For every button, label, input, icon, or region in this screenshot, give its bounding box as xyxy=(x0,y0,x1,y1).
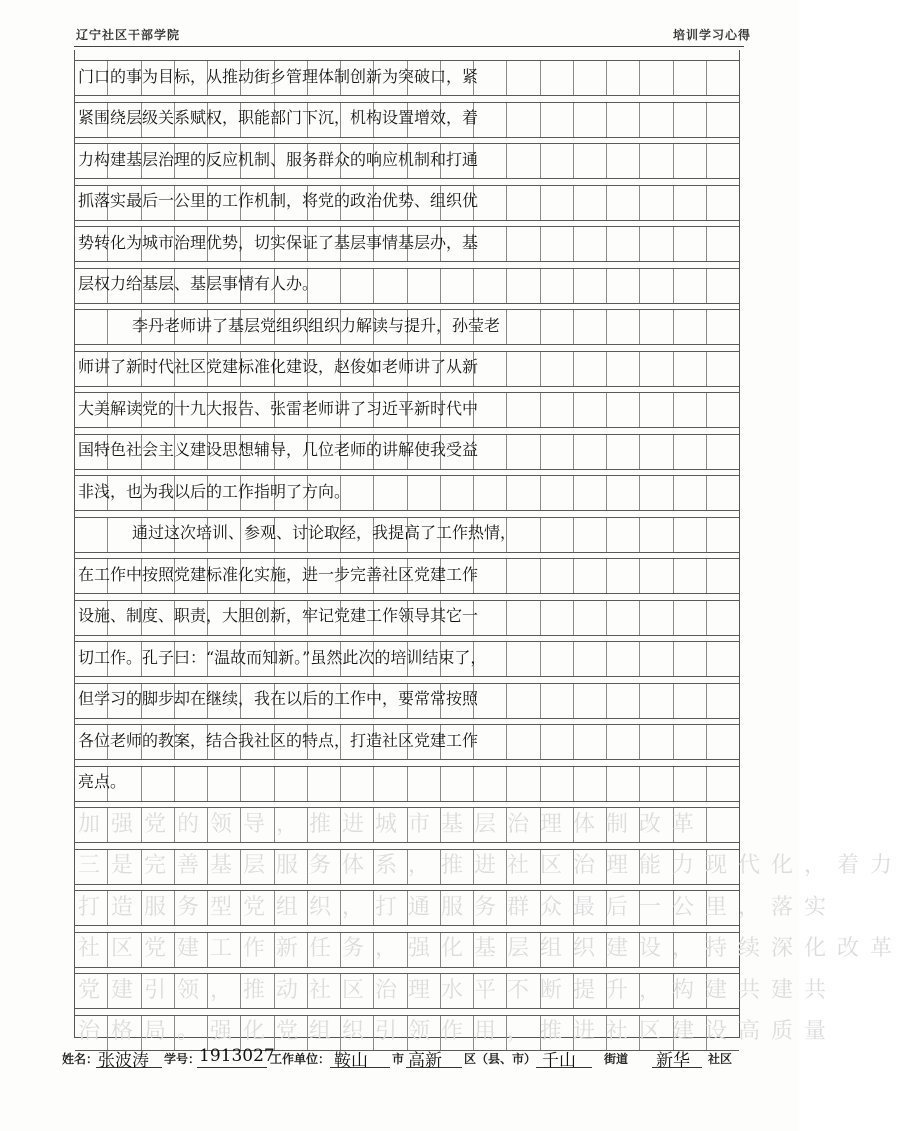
name-value: 张波涛 xyxy=(98,1051,149,1071)
bleed-through-text: 治格局。强化党组织引领作用，推进社区建设高质量 xyxy=(78,1019,838,1044)
footer-info xyxy=(62,1046,762,1072)
district-value: 高新 xyxy=(408,1051,442,1071)
street-underline xyxy=(536,1067,592,1068)
street-value: 千山 xyxy=(542,1051,576,1071)
city-value: 鞍山 xyxy=(334,1051,368,1071)
name-label: 姓名： xyxy=(62,1052,99,1066)
text-line: 切工作。孔子曰：“温故而知新。”虽然此次的培训结束了， xyxy=(78,647,487,667)
text-line: 设施、制度、职责，大胆创新，牢记党建工作领导其它一 xyxy=(78,606,479,625)
text-line: 力构建基层治理的反应机制、服务群众的响应机制和打通 xyxy=(78,149,479,169)
bleed-through-text: 社区党建工作新任务，强化基层组织建设，持续深化改革 xyxy=(78,936,903,961)
text-line: 但学习的脚步却在继续，我在以后的工作中，要常常按照 xyxy=(78,689,479,708)
id-label: 学号： xyxy=(164,1052,201,1066)
district-underline xyxy=(406,1067,462,1068)
text-line: 势转化为城市治理优势，切实保证了基层事情基层办，基 xyxy=(78,232,479,252)
text-line: 紧围绕层级关系赋权，职能部门下沉，机构设置增效，着 xyxy=(78,108,479,127)
text-line: 亮点。 xyxy=(78,772,127,791)
bleed-through-text: 加强党的领导，推进城市基层治理体制改革 xyxy=(78,811,706,837)
text-line: 李丹老师讲了基层党组织组织力解读与提升，孙莹老 xyxy=(132,315,501,335)
community-label: 社区 xyxy=(708,1052,733,1066)
unit-label: 工作单位： xyxy=(270,1052,331,1066)
community-underline xyxy=(652,1067,702,1068)
text-line: 门口的事为目标，从推动街乡管理体制创新为突破口，紧 xyxy=(78,66,479,86)
street-label: 街道 xyxy=(604,1052,629,1066)
city-label: 市 xyxy=(392,1052,405,1066)
text-line: 大美解读党的十九大报告、张雷老师讲了习近平新时代中 xyxy=(78,398,479,418)
city-underline xyxy=(330,1067,390,1068)
header-doc-type: 培训学习心得 xyxy=(672,28,751,42)
district-label: 区（县、市） xyxy=(464,1052,537,1066)
text-line: 通过这次培训、参观、讨论取经，我提高了工作热情， xyxy=(132,523,517,542)
name-underline xyxy=(96,1067,162,1068)
id-underline xyxy=(197,1067,267,1068)
bleed-through-text: 三是完善基层服务体系，推进社区治理能力现代化，着力 xyxy=(78,853,903,878)
text-line: 师讲了新时代社区党建标准化建设，赵俊如老师讲了从新 xyxy=(78,357,479,376)
text-line: 抓落实最后一公里的工作机制，将党的政治优势、组织优 xyxy=(78,191,479,210)
text-line: 层权力给基层、基层事情有人办。 xyxy=(78,274,319,293)
text-line: 国特色社会主义建设思想辅导，几位老师的讲解使我受益 xyxy=(78,440,479,459)
bleed-through-text: 党建引领，推动社区治理水平不断提升，构建共建共 xyxy=(78,977,838,1003)
community-value: 新华 xyxy=(656,1051,690,1071)
header-institution: 辽宁社区干部学院 xyxy=(76,28,181,42)
bleed-through-text: 打造服务型党组织，打通服务群众最后一公里，落实 xyxy=(78,894,838,920)
text-line: 非浅，也为我以后的工作指明了方向。 xyxy=(78,481,351,501)
id-value: 1913027 xyxy=(199,1046,275,1066)
text-line: 各位老师的教案，结合我社区的特点，打造社区党建工作 xyxy=(78,730,479,750)
text-line: 在工作中按照党建标准化实施，进一步完善社区党建工作 xyxy=(78,564,479,584)
handwritten-text xyxy=(74,50,903,1044)
header-rule xyxy=(74,46,744,47)
